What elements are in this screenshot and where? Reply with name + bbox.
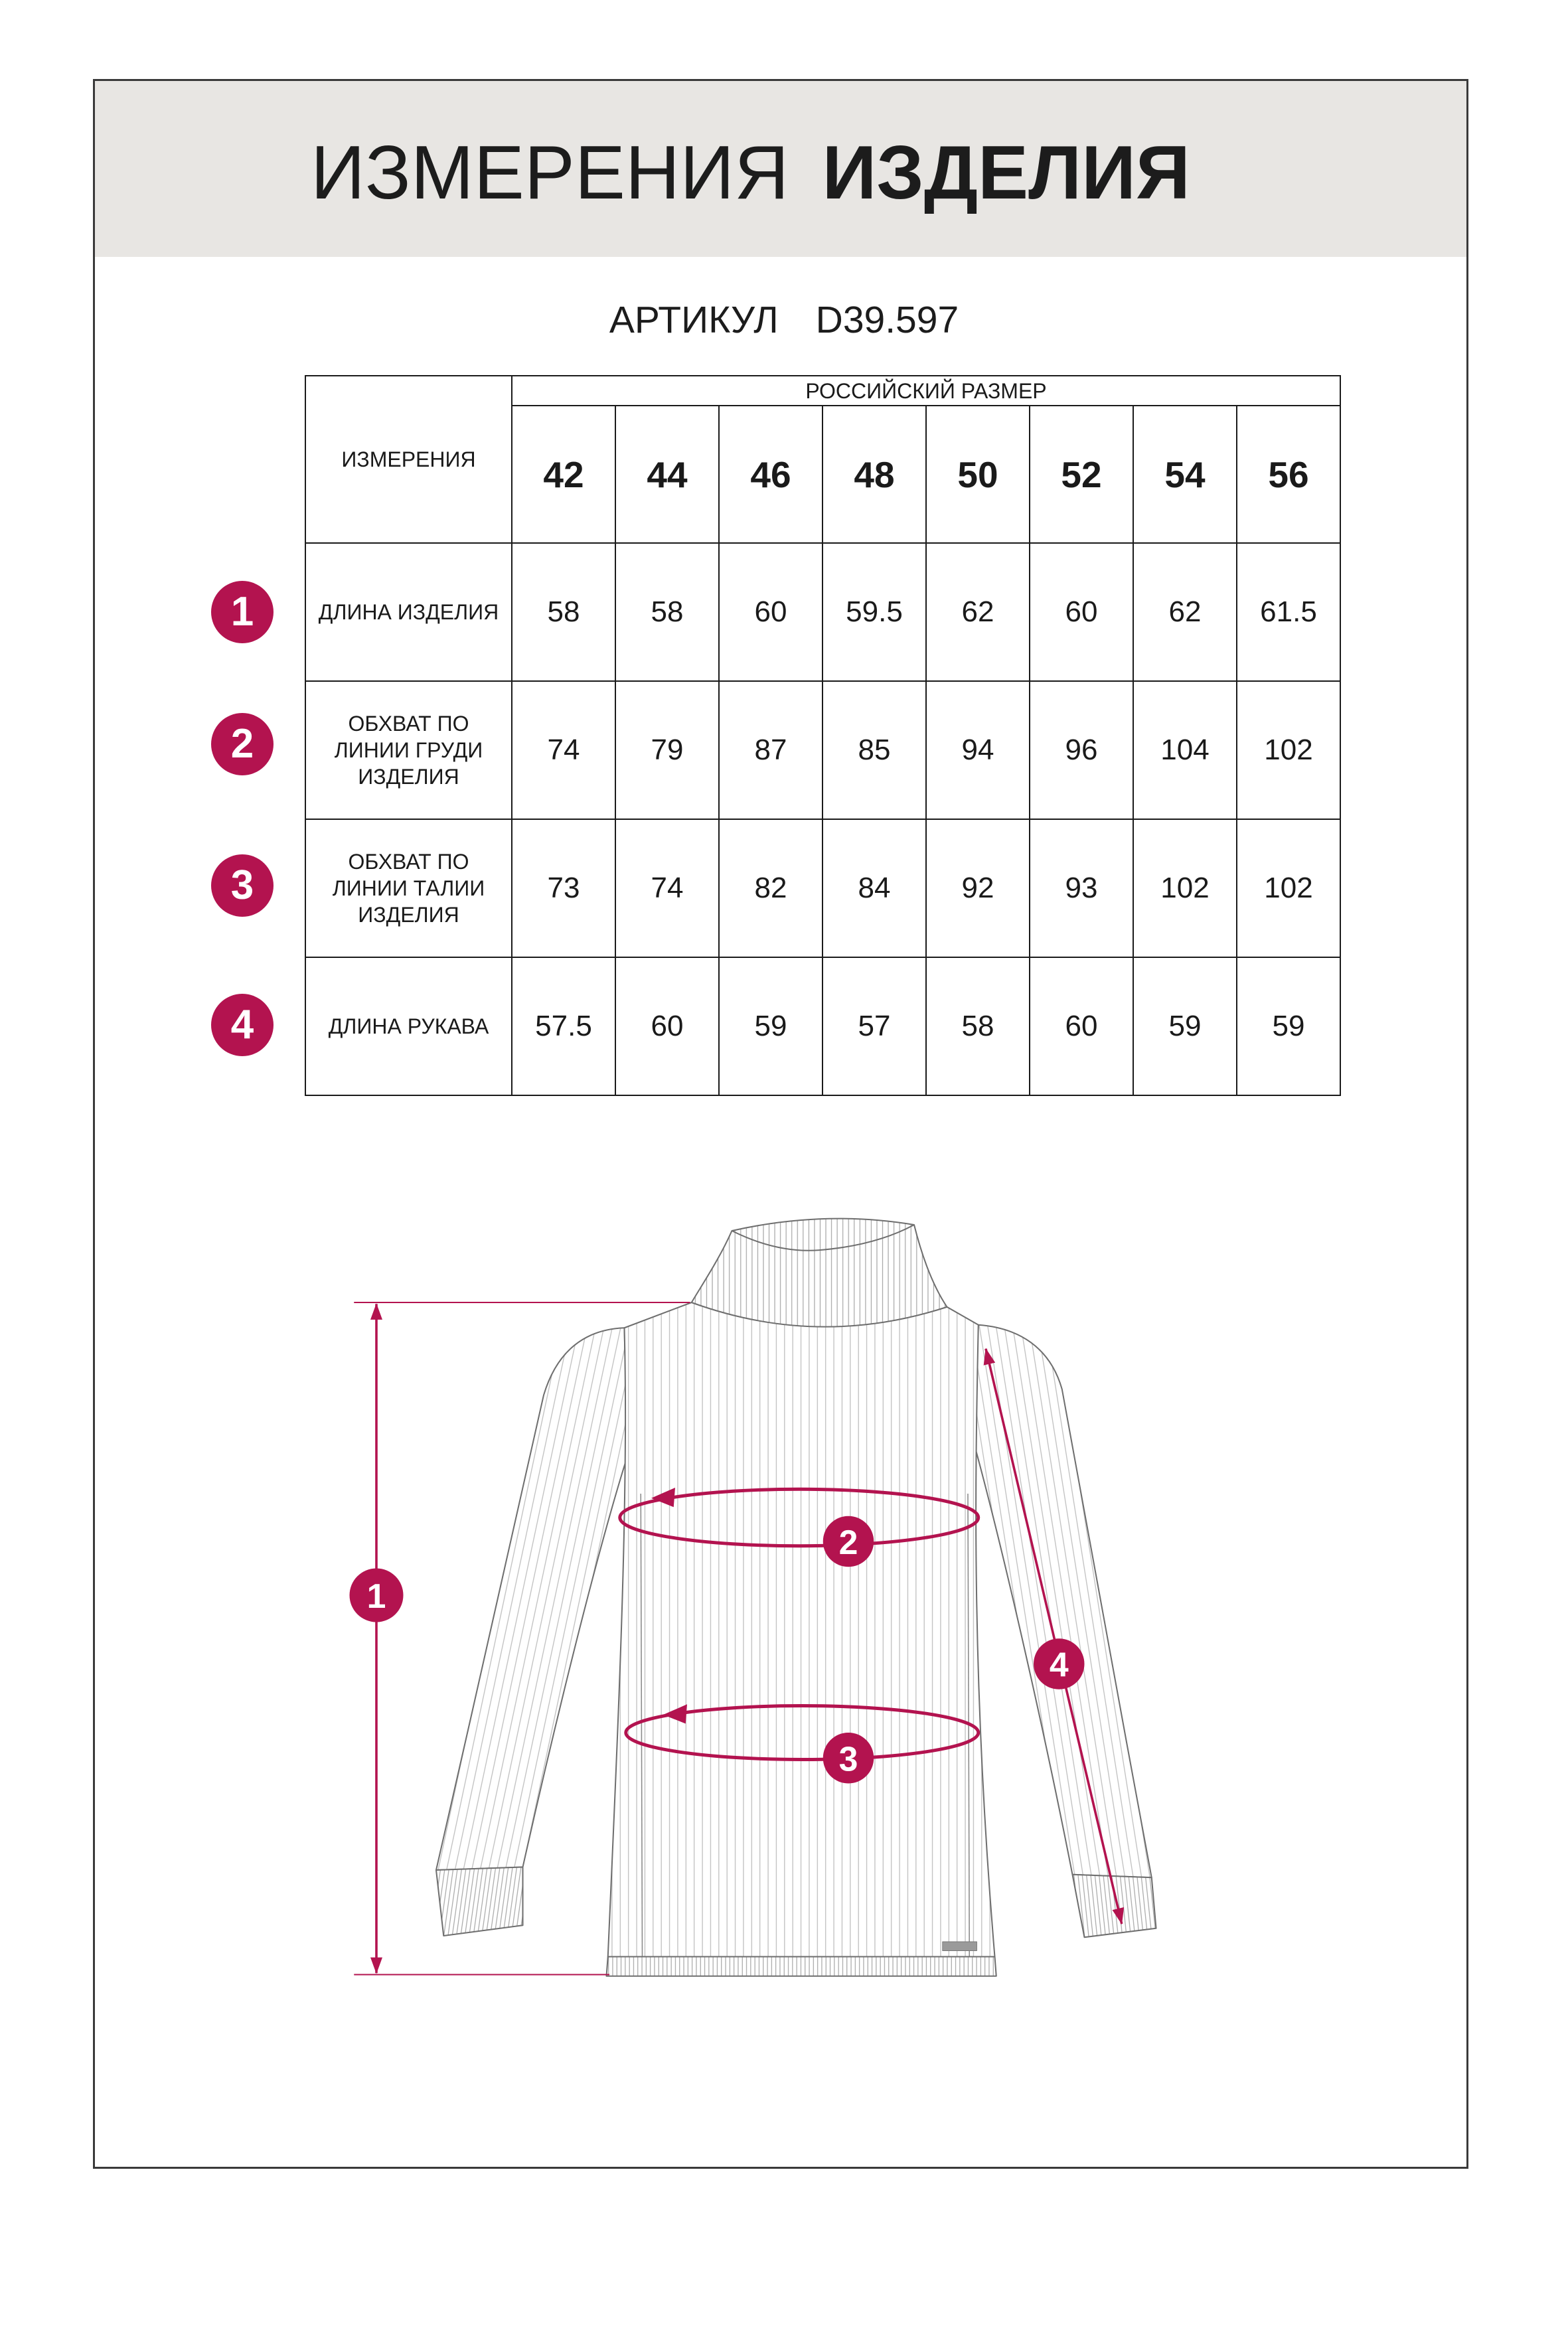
sweater-sketch [436, 1219, 1156, 1976]
table-cell: 73 [512, 819, 615, 957]
table-row [305, 681, 1340, 819]
marker-2-label: 2 [838, 1523, 858, 1562]
table-cell: 96 [1030, 681, 1133, 819]
row-number-badge [211, 713, 274, 775]
left-cuff [436, 1867, 523, 1936]
table-row [305, 543, 1340, 681]
table-cell: 102 [1237, 681, 1340, 819]
table-cell: 94 [926, 681, 1030, 819]
row-number-badge [211, 854, 274, 917]
table-cell: 60 [1030, 543, 1133, 681]
left-sleeve [436, 1328, 627, 1870]
label-tag [943, 1942, 977, 1951]
size-table [305, 375, 1341, 1096]
table-cell: 74 [512, 681, 615, 819]
table-cell: 102 [1237, 819, 1340, 957]
row-number: 3 [230, 862, 254, 908]
table-cell: 87 [719, 681, 823, 819]
sweater-body [608, 1302, 995, 1957]
table-row [305, 957, 1340, 1095]
table-cell: 58 [615, 543, 719, 681]
size-header-cell: 54 [1133, 406, 1237, 543]
collar [692, 1219, 947, 1327]
marker-4-label: 4 [1049, 1645, 1069, 1684]
row-number: 2 [230, 721, 254, 767]
table-cell: 58 [926, 957, 1030, 1095]
article-line [0, 297, 1568, 343]
size-header-cell: 46 [719, 406, 823, 543]
row-label: ДЛИНА ИЗДЕЛИЯ [305, 543, 512, 681]
table-cell: 59 [1133, 957, 1237, 1095]
right-cuff [1073, 1875, 1156, 1938]
size-header-cell: 52 [1030, 406, 1133, 543]
marker-3 [823, 1733, 874, 1784]
size-group-header: РОССИЙСКИЙ РАЗМЕР [512, 376, 1340, 406]
marker-1 [350, 1569, 404, 1622]
table-cell: 79 [615, 681, 719, 819]
measurements-header-cell [305, 376, 512, 543]
table-cell: 59.5 [823, 543, 926, 681]
page-title-light: ИЗМЕРЕНИЯ [311, 131, 789, 215]
size-header-cell: 48 [823, 406, 926, 543]
table-cell: 57 [823, 957, 926, 1095]
sweater-measurement-diagram [329, 1195, 1195, 2001]
table-cell: 59 [719, 957, 823, 1095]
page-title-bold: ИЗДЕЛИЯ [822, 131, 1190, 215]
size-header-cell: 42 [512, 406, 615, 543]
table-cell: 93 [1030, 819, 1133, 957]
table-row [305, 819, 1340, 957]
table-cell: 62 [926, 543, 1030, 681]
row-number: 1 [230, 589, 254, 635]
size-header-cell: 50 [926, 406, 1030, 543]
table-cell: 59 [1237, 957, 1340, 1095]
table-cell: 60 [1030, 957, 1133, 1095]
row-number-badge [211, 581, 274, 643]
row-label: ДЛИНА РУКАВА [305, 957, 512, 1095]
article-value: D39.597 [815, 299, 959, 341]
marker-4 [1034, 1638, 1085, 1689]
table-cell: 60 [615, 957, 719, 1095]
size-header-cell: 56 [1237, 406, 1340, 543]
marker-3-label: 3 [838, 1739, 858, 1778]
page-title [311, 130, 1190, 216]
hem-band [607, 1957, 996, 1976]
table-cell: 82 [719, 819, 823, 957]
table-cell: 61.5 [1237, 543, 1340, 681]
marker-1-label: 1 [366, 1577, 386, 1616]
table-cell: 92 [926, 819, 1030, 957]
table-cell: 102 [1133, 819, 1237, 957]
row-label: ОБХВАТ ПО ЛИНИИ ГРУДИ ИЗДЕЛИЯ [305, 681, 512, 819]
table-cell: 58 [512, 543, 615, 681]
measurements-header-label: ИЗМЕРЕНИЯ [341, 447, 476, 471]
size-header-cell: 44 [615, 406, 719, 543]
table-cell: 62 [1133, 543, 1237, 681]
row-label: ОБХВАТ ПО ЛИНИИ ТАЛИИ ИЗДЕЛИЯ [305, 819, 512, 957]
table-cell: 57.5 [512, 957, 615, 1095]
marker-2 [823, 1516, 874, 1567]
table-cell: 85 [823, 681, 926, 819]
table-cell: 74 [615, 819, 719, 957]
table-cell: 60 [719, 543, 823, 681]
table-header-row [305, 376, 1340, 406]
article-label: АРТИКУЛ [609, 299, 779, 341]
table-cell: 104 [1133, 681, 1237, 819]
row-number: 4 [230, 1002, 254, 1048]
table-cell: 84 [823, 819, 926, 957]
row-number-badge [211, 994, 274, 1056]
